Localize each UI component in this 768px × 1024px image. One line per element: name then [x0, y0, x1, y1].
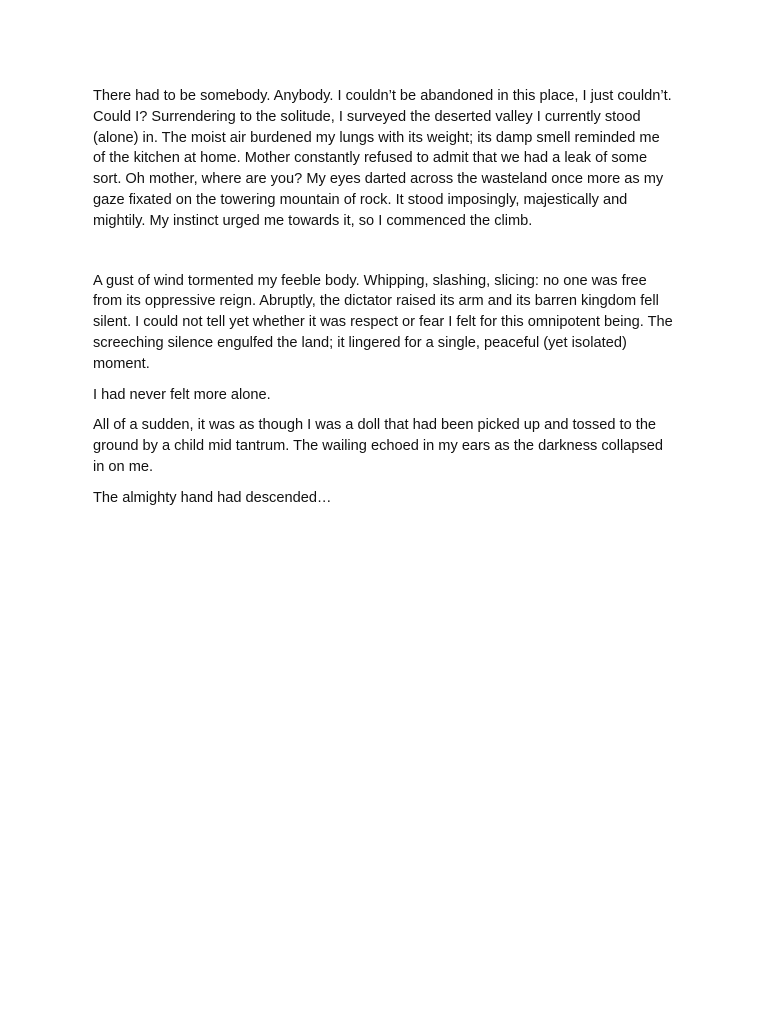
paragraph-4: All of a sudden, it was as though I was a doll that had been picked up and tossed to the ground by a child mid tantrum. The wailing echoed in my ears as the darkness collapsed in on me. — [93, 417, 664, 475]
document-body — [93, 86, 673, 509]
paragraph-3: I had never felt more alone. — [93, 386, 271, 403]
paragraph-2: A gust of wind tormented my feeble body. Whipping, slashing, slicing: no one was free from its oppressive reign. Abruptly, the dictator raised its arm and its barren kingdom fell silent. I could not tell yet whether it was respect or fear I felt for this omnipotent being. The screeching silence engulfed the land; it lingered for a single, peaceful (yet isolated) moment. — [93, 272, 673, 372]
paragraph-1: There had to be somebody. Anybody. I couldn’t be abandoned in this place, I just couldn’t. Could I? Surrendering to the solitude, I surveyed the deserted valley I currently stood (alone) in. The moist air burdened my lungs with its weight; its damp smell reminded me of the kitchen at home. Mother constantly refused to admit that we had a leak of some sort. Oh mother, where are you? My eyes darted across the wasteland once more as my gaze fixated on the towering mountain of rock. It stood imposingly, majestically and mightily. My instinct urged me towards it, so I commenced the climb. — [93, 88, 672, 229]
paragraph-5: The almighty hand had descended… — [93, 489, 332, 506]
